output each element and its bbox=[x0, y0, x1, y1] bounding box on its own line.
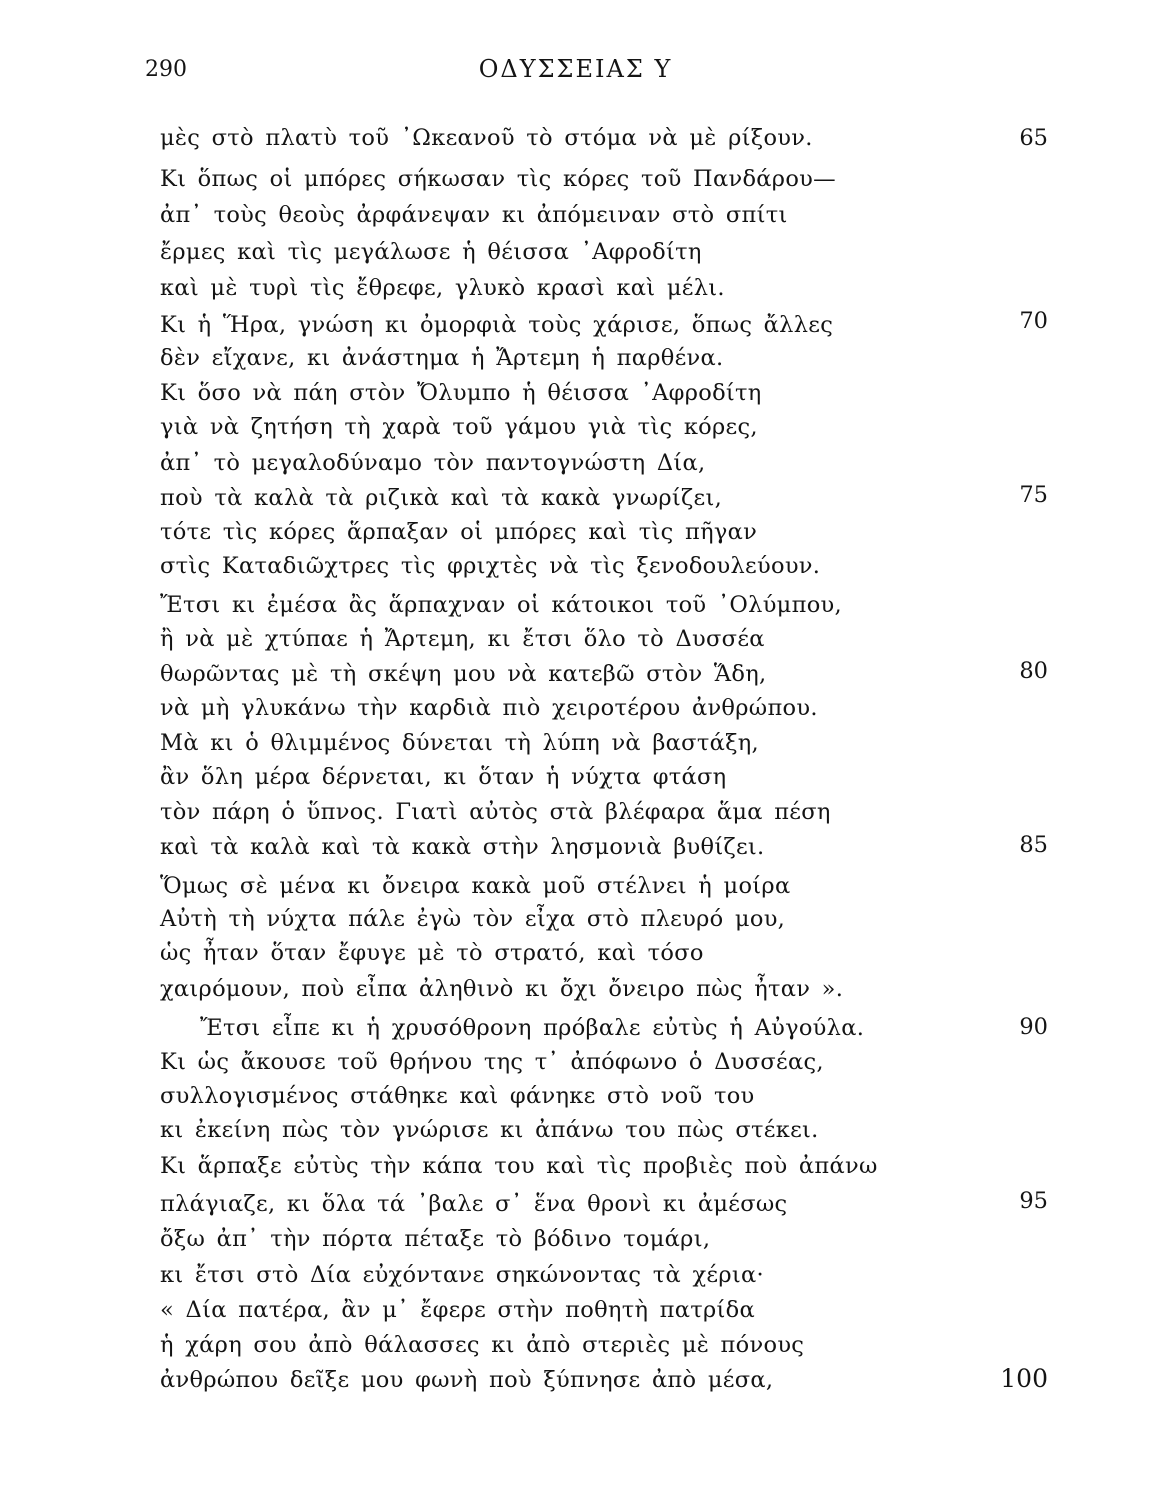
verse-line: Κι ἡ Ἥρα, γνώση κι ὀμορφιὰ τοὺς χάρισε, ὅπως ἄλλες bbox=[160, 312, 834, 338]
verse-line: συλλογισμένος στάθηκε καὶ φάνηκε στὸ νοῦ του bbox=[160, 1083, 755, 1109]
verse-line: Κι ὅσο νὰ πάη στὸν Ὄλυμπο ἡ θέισσα ᾿Αφροδίτη bbox=[160, 380, 762, 406]
verse-line: Κι ὅπως οἱ μπόρες σήκωσαν τὶς κόρες τοῦ Πανδάρου— bbox=[160, 166, 836, 192]
verse-line: γιὰ νὰ ζητήση τὴ χαρὰ τοῦ γάμου γιὰ τὶς κόρες, bbox=[160, 414, 758, 440]
verse-line: « Δία πατέρα, ἂν μ᾿ ἔφερε στὴν ποθητὴ πατρίδα bbox=[160, 1297, 755, 1323]
verse-line: Αὐτὴ τὴ νύχτα πάλε ἐγὼ τὸν εἶχα στὸ πλευρό μου, bbox=[160, 906, 786, 932]
line-number: 80 bbox=[1019, 658, 1048, 684]
verse-line: στὶς Καταδιῶχτρες τὶς φριχτὲς νὰ τὶς ξενοδουλεύουν. bbox=[160, 553, 821, 579]
verse-line: μὲς στὸ πλατὺ τοῦ ᾿Ωκεανοῦ τὸ στόμα νὰ μὲ ρίξουν. bbox=[160, 125, 813, 151]
verse-line: Ἔτσι εἶπε κι ἡ χρυσόθρονη πρόβαλε εὐτὺς ἡ Αὐγούλα. bbox=[200, 1015, 865, 1041]
line-number: 75 bbox=[1019, 482, 1048, 508]
verse-line: νὰ μὴ γλυκάνω τὴν καρδιὰ πιὸ χειροτέρου ἀνθρώπου. bbox=[160, 695, 818, 721]
line-number: 100 bbox=[1000, 1364, 1048, 1393]
line-number: 65 bbox=[1019, 125, 1048, 151]
verse-line: κι ἔτσι στὸ Δία εὐχόντανε σηκώνοντας τὰ χέρια· bbox=[160, 1262, 764, 1288]
verse-line: ἢ νὰ μὲ χτύπαε ἡ Ἄρτεμη, κι ἔτσι ὅλο τὸ Δυσσέα bbox=[160, 626, 765, 652]
verse-line: Ἔτσι κι ἐμέσα ἂς ἅρπαχναν οἱ κάτοικοι τοῦ ᾿Ολύμπου, bbox=[160, 592, 842, 618]
line-number: 95 bbox=[1019, 1188, 1048, 1214]
verse-line: κι ἐκείνη πὼς τὸν γνώρισε κι ἀπάνω του πὼς στέκει. bbox=[160, 1117, 819, 1143]
verse-line: Μὰ κι ὁ θλιμμένος δύνεται τὴ λύπη νὰ βαστάξη, bbox=[160, 730, 759, 756]
line-number: 70 bbox=[1019, 308, 1048, 334]
verse-line: ἂν ὅλη μέρα δέρνεται, κι ὅταν ἡ νύχτα φτάση bbox=[160, 764, 727, 790]
verse-line: πλάγιαζε, κι ὅλα τά ᾿βαλε σ᾿ ἕνα θρονὶ κι ἀμέσως bbox=[160, 1191, 788, 1217]
verse-line: τὸν πάρη ὁ ὕπνος. Γιατὶ αὐτὸς στὰ βλέφαρα ἅμα πέση bbox=[160, 799, 831, 825]
page-number: 290 bbox=[145, 57, 187, 82]
verse-line: δὲν εἴχανε, κι ἀνάστημα ἡ Ἄρτεμη ἡ παρθένα. bbox=[160, 345, 724, 371]
line-number: 90 bbox=[1019, 1014, 1048, 1040]
verse-line: ἡ χάρη σου ἀπὸ θάλασσες κι ἀπὸ στεριὲς μὲ πόνους bbox=[160, 1332, 805, 1358]
verse-line: ἀπ᾿ τὸ μεγαλοδύναμο τὸν παντογνώστη Δία, bbox=[160, 450, 706, 476]
verse-line: καὶ τὰ καλὰ καὶ τὰ κακὰ στὴν λησμονιὰ βυθίζει. bbox=[160, 834, 765, 860]
verse-line: τότε τὶς κόρες ἅρπαξαν οἱ μπόρες καὶ τὶς πῆγαν bbox=[160, 519, 758, 545]
verse-line: Ὅμως σὲ μένα κι ὄνειρα κακὰ μοῦ στέλνει ἡ μοίρα bbox=[160, 873, 791, 899]
verse-line: ἔρμες καὶ τὶς μεγάλωσε ἡ θέισσα ᾿Αφροδίτη bbox=[160, 239, 702, 265]
verse-line: ἀπ᾿ τοὺς θεοὺς ἀρφάνεψαν κι ἀπόμειναν στὸ σπίτι bbox=[160, 202, 788, 228]
verse-line: ὄξω ἀπ᾿ τὴν πόρτα πέταξε τὸ βόδινο τομάρι, bbox=[160, 1226, 711, 1252]
verse-line: Κι ὡς ἄκουσε τοῦ θρήνου της τ᾿ ἀπόφωνο ὁ Δυσσέας, bbox=[160, 1049, 824, 1075]
running-head: ΟΔΥΣΣΕΙΑΣ Υ bbox=[478, 55, 673, 83]
verse-line: χαιρόμουν, ποὺ εἶπα ἀληθινὸ κι ὄχι ὄνειρο πὼς ἦταν ». bbox=[160, 976, 844, 1002]
verse-line: καὶ μὲ τυρὶ τὶς ἔθρεφε, γλυκὸ κρασὶ καὶ μέλι. bbox=[160, 275, 725, 301]
verse-line: θωρῶντας μὲ τὴ σκέψη μου νὰ κατεβῶ στὸν Ἅδη, bbox=[160, 661, 767, 687]
verse-line: Κι ἅρπαξε εὐτὺς τὴν κάπα του καὶ τὶς προβιὲς ποὺ ἀπάνω bbox=[160, 1153, 878, 1179]
verse-line: ὡς ἦταν ὅταν ἔφυγε μὲ τὸ στρατό, καὶ τόσο bbox=[160, 940, 704, 966]
verse-line: ἀνθρώπου δεῖξε μου φωνὴ ποὺ ξύπνησε ἀπὸ μέσα, bbox=[160, 1367, 774, 1393]
line-number: 85 bbox=[1019, 832, 1048, 858]
verse-line: ποὺ τὰ καλὰ τὰ ριζικὰ καὶ τὰ κακὰ γνωρίζει, bbox=[160, 485, 723, 511]
